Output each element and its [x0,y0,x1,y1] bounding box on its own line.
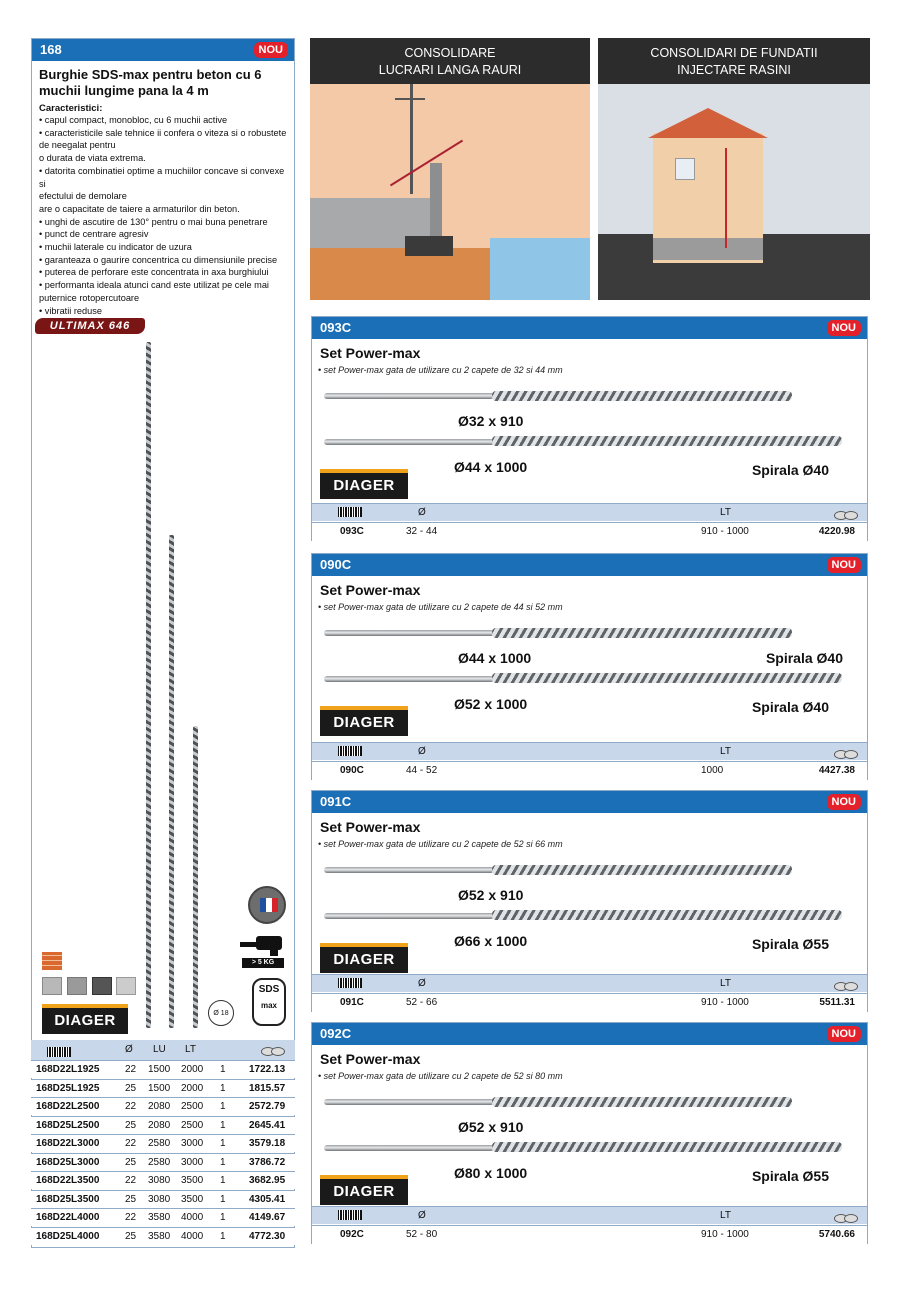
set-table-header [312,742,867,760]
drill-bit-image [492,436,842,446]
drill-bit-image [492,673,842,683]
set-title: Set Power-max [320,582,421,598]
table-header-row [31,1040,295,1060]
spiral-label: Spirala Ø40 [751,462,829,478]
dimension-label: Ø52 x 910 [458,887,524,903]
row-qty: 1 [220,1156,226,1168]
row-diameter: 22 [125,1064,137,1075]
panel-title-line: CONSOLIDARI DE FUNDATII [650,46,818,60]
col-diameter: Ø [125,1044,133,1055]
set-card-093C [311,316,868,541]
row-code: 168D25L2500 [36,1119,100,1131]
drill-bit-image [324,1145,494,1151]
granite-icon [92,977,112,995]
row-diameter: 22 [125,1212,137,1223]
nou-badge: NOU [827,557,861,573]
col-diameter: Ø [418,1210,426,1221]
row-lu: 2580 [148,1156,171,1168]
row-code: 168D22L3500 [36,1175,100,1186]
row-qty: 1 [220,1064,226,1075]
set-description: • set Power-max gata de utilizare cu 2 capete de 52 si 80 mm [318,1071,563,1081]
table-row [312,993,867,1012]
row-lt: 2000 [181,1082,204,1094]
diameter-label: Ø 18 [213,1010,229,1017]
feature-line: • punct de centrare agresiv [39,229,149,240]
row-price: 3579.18 [249,1138,286,1149]
table-row [31,1134,295,1152]
row-lt: 3000 [181,1156,204,1168]
row-diameter: 52 - 66 [406,997,438,1008]
col-lt: LT [720,1210,731,1221]
col-lt: LT [185,1044,196,1055]
set-header [312,554,867,576]
table-row [31,1079,295,1097]
feature-line: • caracteristicile sale tehnice ii confera o viteza si o robustete [39,127,287,138]
row-lu: 3580 [148,1230,171,1242]
panel-title-line: LUCRARI LANGA RAURI [378,63,522,77]
table-row [31,1097,295,1115]
feature-line: o durata de viata extrema. [39,153,146,164]
left-header [32,39,294,61]
row-qty: 1 [220,1175,226,1186]
barcode-icon [47,1047,71,1057]
row-diameter: 22 [125,1138,137,1149]
row-code: 168D25L1925 [36,1082,100,1094]
barcode-icon [338,978,362,988]
row-code: 168D22L2500 [36,1101,100,1112]
set-table-header [312,1206,867,1224]
col-diameter: Ø [418,978,426,989]
price-coins-icon [832,1212,858,1222]
price-coins-icon [832,509,858,519]
row-code: 168D25L4000 [36,1230,100,1242]
row-lt: 3000 [181,1138,204,1149]
nou-badge: NOU [827,1026,861,1042]
feature-line: • garanteaza o gaurire concentrica cu dimensiunile precise [39,254,278,265]
row-diameter: 52 - 80 [406,1229,438,1240]
barcode-icon [338,746,362,756]
col-diameter: Ø [418,507,426,518]
feature-line: efectului de demolare [39,191,127,202]
feature-line: • vibratii reduse [39,305,102,316]
set-code: 091C [320,794,352,809]
row-price: 2645.41 [249,1119,286,1131]
row-lt: 910 - 1000 [701,997,749,1008]
row-code: 093C [340,526,364,537]
drill-bit-image [492,1097,792,1107]
row-price: 4427.38 [818,765,855,776]
diameter-icon [208,1000,234,1026]
set-table-header [312,503,867,521]
row-lt: 910 - 1000 [701,526,749,537]
drill-bit-image [193,726,198,1028]
row-lt: 910 - 1000 [701,1229,749,1240]
barcode-icon [338,1210,362,1220]
row-qty: 1 [220,1101,226,1112]
row-lt: 4000 [181,1230,204,1242]
price-coins-icon [259,1045,285,1055]
reinforced-concrete-icon [116,977,136,995]
made-in-france-icon [248,886,286,924]
drill-bit-image [146,342,151,1028]
table-row [312,761,867,780]
feature-line: de neegalat pentru [39,140,116,151]
feature-line: puternice rotopercutoare [39,292,140,303]
set-card-090C [311,553,868,780]
row-code: 168D25L3500 [36,1193,100,1205]
brick-icon [42,952,62,970]
row-lu: 3080 [148,1193,171,1205]
set-header [312,1023,867,1045]
row-lu: 2080 [148,1119,171,1131]
row-qty: 1 [220,1230,226,1242]
feature-line: • performanta ideala atunci cand este utilizat pe cele mai [39,280,269,291]
row-lt: 4000 [181,1212,204,1223]
price-coins-icon [832,980,858,990]
drill-bit-image [324,1099,494,1105]
drill-bit-image [324,867,494,873]
feature-line: • datorita combinatiei optime a muchiilor concave si convexe si [39,165,285,189]
row-diameter: 22 [125,1101,137,1112]
col-lt: LT [720,746,731,757]
row-lt: 3500 [181,1175,204,1186]
row-diameter: 25 [125,1082,137,1094]
spiral-label: Spirala Ø40 [751,699,829,715]
row-lu: 1500 [148,1064,171,1075]
row-code: 168D25L3000 [36,1156,100,1168]
price-coins-icon [832,748,858,758]
row-price: 2572.79 [249,1101,286,1112]
row-price: 4772.30 [249,1230,286,1242]
set-description: • set Power-max gata de utilizare cu 2 capete de 52 si 66 mm [318,839,563,849]
drill-bit-image [324,676,494,682]
table-row [31,1190,295,1208]
diager-logo: DIAGER [320,1175,408,1205]
illustration-river [310,38,590,300]
row-diameter: 25 [125,1193,137,1205]
row-code: 090C [340,765,364,776]
set-title: Set Power-max [320,819,421,835]
set-description: • set Power-max gata de utilizare cu 2 capete de 32 si 44 mm [318,365,563,375]
feature-line: are o capacitate de taiere a armaturilor din beton. [39,203,240,214]
row-lt: 2500 [181,1119,204,1131]
diager-logo: DIAGER [320,706,408,736]
col-lu: LU [153,1044,166,1055]
panel-title [598,38,870,84]
drill-bit-image [324,913,494,919]
drill-bit-image [492,1142,842,1152]
row-lu: 2080 [148,1101,171,1112]
diager-logo: DIAGER [320,943,408,973]
row-qty: 1 [220,1082,226,1094]
panel-title [310,38,590,84]
nou-badge: NOU [254,42,288,58]
row-price: 3786.72 [249,1156,286,1168]
diager-logo: DIAGER [320,469,408,499]
row-diameter: 32 - 44 [406,526,438,537]
row-price: 3682.95 [249,1175,286,1186]
row-lu: 2580 [148,1138,171,1149]
row-diameter: 44 - 52 [406,765,438,776]
dimension-label: Ø32 x 910 [458,413,524,429]
feature-line: • puterea de perforare este concentrata in axa burghiului [39,267,269,278]
row-code: 092C [340,1229,364,1240]
set-card-092C [311,1022,868,1244]
feature-line: • capul compact, monobloc, cu 6 muchii active [39,115,228,125]
dimension-label: Ø52 x 910 [458,1119,524,1135]
row-diameter: 25 [125,1156,137,1168]
drill-bit-image [492,628,792,638]
table-row [31,1116,295,1134]
table-row [31,1153,295,1171]
hammer-drill-icon [240,936,284,956]
table-row [31,1060,295,1078]
nou-badge: NOU [827,794,861,810]
row-code: 168D22L3000 [36,1138,100,1149]
row-lt: 2500 [181,1101,204,1112]
spiral-label: Spirala Ø55 [751,936,829,952]
dimension-label: Ø80 x 1000 [454,1165,528,1181]
row-diameter: 25 [125,1119,137,1131]
row-price: 4149.67 [249,1212,286,1223]
table-row [31,1208,295,1226]
row-lt: 2000 [181,1064,204,1075]
illustration-foundation [598,38,870,300]
row-diameter: 22 [125,1175,137,1186]
row-qty: 1 [220,1138,226,1149]
set-title: Set Power-max [320,1051,421,1067]
panel-title-line: INJECTARE RASINI [677,63,791,77]
features-list [32,114,294,317]
panel-title-line: CONSOLIDARE [404,46,496,60]
row-code: 091C [340,997,364,1008]
drill-bit-image [324,439,494,445]
drill-bit-image [492,910,842,920]
row-price: 5511.31 [819,997,855,1008]
sds-max-icon [252,978,286,1026]
col-lt: LT [720,978,731,989]
table-row [31,1227,295,1245]
set-title: Set Power-max [320,345,421,361]
sds-label: SDS [258,984,280,995]
set-code: 092C [320,1026,352,1041]
row-lu: 3580 [148,1212,171,1223]
drill-bit-image [324,630,494,636]
row-price: 4305.41 [249,1193,286,1205]
row-lu: 3080 [148,1175,171,1186]
col-diameter: Ø [418,746,426,757]
row-qty: 1 [220,1193,226,1205]
set-code: 093C [320,320,352,335]
drill-bit-image [492,391,792,401]
product-code: 168 [40,42,62,57]
product-title: Burghie SDS-max pentru beton cu 6 muchii lungime pana la 4 m [39,67,262,98]
drill-bit-image [169,535,174,1028]
dimension-label: Ø66 x 1000 [454,933,528,949]
feature-line: • muchii laterale cu indicator de uzura [39,242,192,253]
row-qty: 1 [220,1212,226,1223]
set-header [312,791,867,813]
row-lt: 3500 [181,1193,204,1205]
row-price: 1815.57 [249,1082,286,1094]
row-qty: 1 [220,1119,226,1131]
drill-bit-image [492,865,792,875]
table-row [312,1225,867,1244]
set-card-091C [311,790,868,1012]
spiral-label: Spirala Ø55 [751,1168,829,1184]
row-price: 4220.98 [818,526,855,537]
spiral-label: Spirala Ø40 [765,650,843,666]
dimension-label: Ø44 x 1000 [458,650,532,666]
row-price: 5740.66 [818,1229,855,1240]
row-price: 1722.13 [249,1064,286,1075]
set-table-header [312,974,867,992]
dimension-label: Ø52 x 1000 [454,696,528,712]
dimension-label: Ø44 x 1000 [454,459,528,475]
diager-logo: DIAGER [42,1004,128,1034]
nou-badge: NOU [827,320,861,336]
ultimax-logo: ULTIMAX 646 [35,318,145,334]
set-code: 090C [320,557,352,572]
row-code: 168D22L1925 [36,1064,100,1075]
col-lt: LT [720,507,731,518]
stone-icon [67,977,87,995]
barcode-icon [338,507,362,517]
sds-max-label: max [260,1001,277,1010]
weight-label: > 5 KG [242,958,284,968]
table-row [312,522,867,541]
row-lt: 1000 [701,765,724,776]
row-code: 168D22L4000 [36,1212,100,1223]
drill-bit-image [324,393,494,399]
table-row [31,1171,295,1189]
row-diameter: 25 [125,1230,137,1242]
left-price-table [31,1040,295,1245]
set-header [312,317,867,339]
set-description: • set Power-max gata de utilizare cu 2 capete de 44 si 52 mm [318,602,563,612]
row-lu: 1500 [148,1082,171,1094]
concrete-icon [42,977,62,995]
feature-line: • unghi de ascutire de 130° pentru o mai buna penetrare [39,216,268,227]
features-heading: Caracteristici: [39,103,103,114]
